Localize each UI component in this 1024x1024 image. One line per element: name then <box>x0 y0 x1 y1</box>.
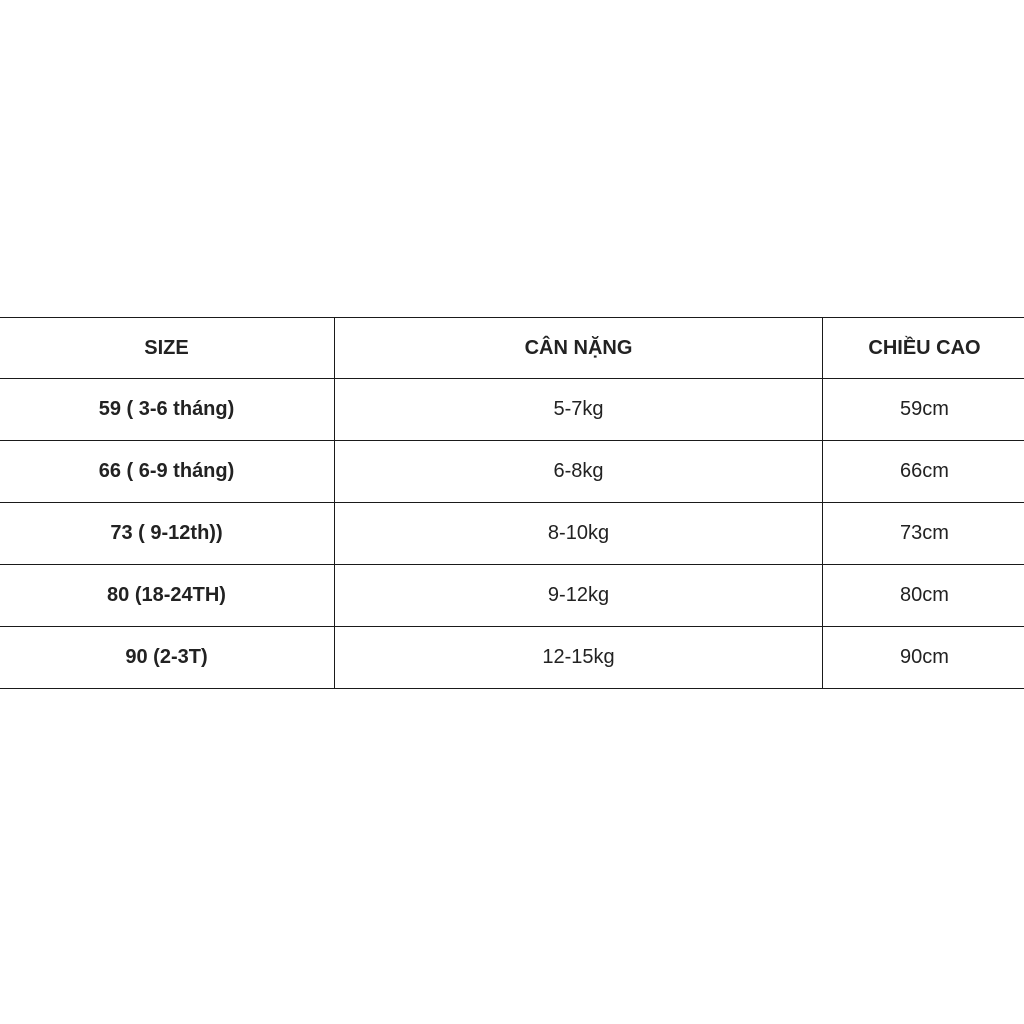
weight-cell: 9-12kg <box>335 565 823 627</box>
height-cell: 90cm <box>823 627 1024 689</box>
header-height: CHIỀU CAO <box>823 318 1024 379</box>
table-row <box>0 565 1024 627</box>
weight-cell: 5-7kg <box>335 379 823 441</box>
table-row <box>0 379 1024 441</box>
height-cell: 80cm <box>823 565 1024 627</box>
table-header-row <box>0 318 1024 379</box>
table-row <box>0 441 1024 503</box>
size-cell: 66 ( 6-9 tháng) <box>0 441 335 503</box>
header-size: SIZE <box>0 318 335 379</box>
height-cell: 66cm <box>823 441 1024 503</box>
size-cell: 80 (18-24TH) <box>0 565 335 627</box>
size-cell: 59 ( 3-6 tháng) <box>0 379 335 441</box>
header-weight: CÂN NẶNG <box>335 318 823 379</box>
size-cell: 90 (2-3T) <box>0 627 335 689</box>
height-cell: 73cm <box>823 503 1024 565</box>
height-cell: 59cm <box>823 379 1024 441</box>
weight-cell: 6-8kg <box>335 441 823 503</box>
table-row <box>0 627 1024 689</box>
size-cell: 73 ( 9-12th)) <box>0 503 335 565</box>
weight-cell: 8-10kg <box>335 503 823 565</box>
table-row <box>0 503 1024 565</box>
size-chart-table <box>0 317 1024 689</box>
weight-cell: 12-15kg <box>335 627 823 689</box>
